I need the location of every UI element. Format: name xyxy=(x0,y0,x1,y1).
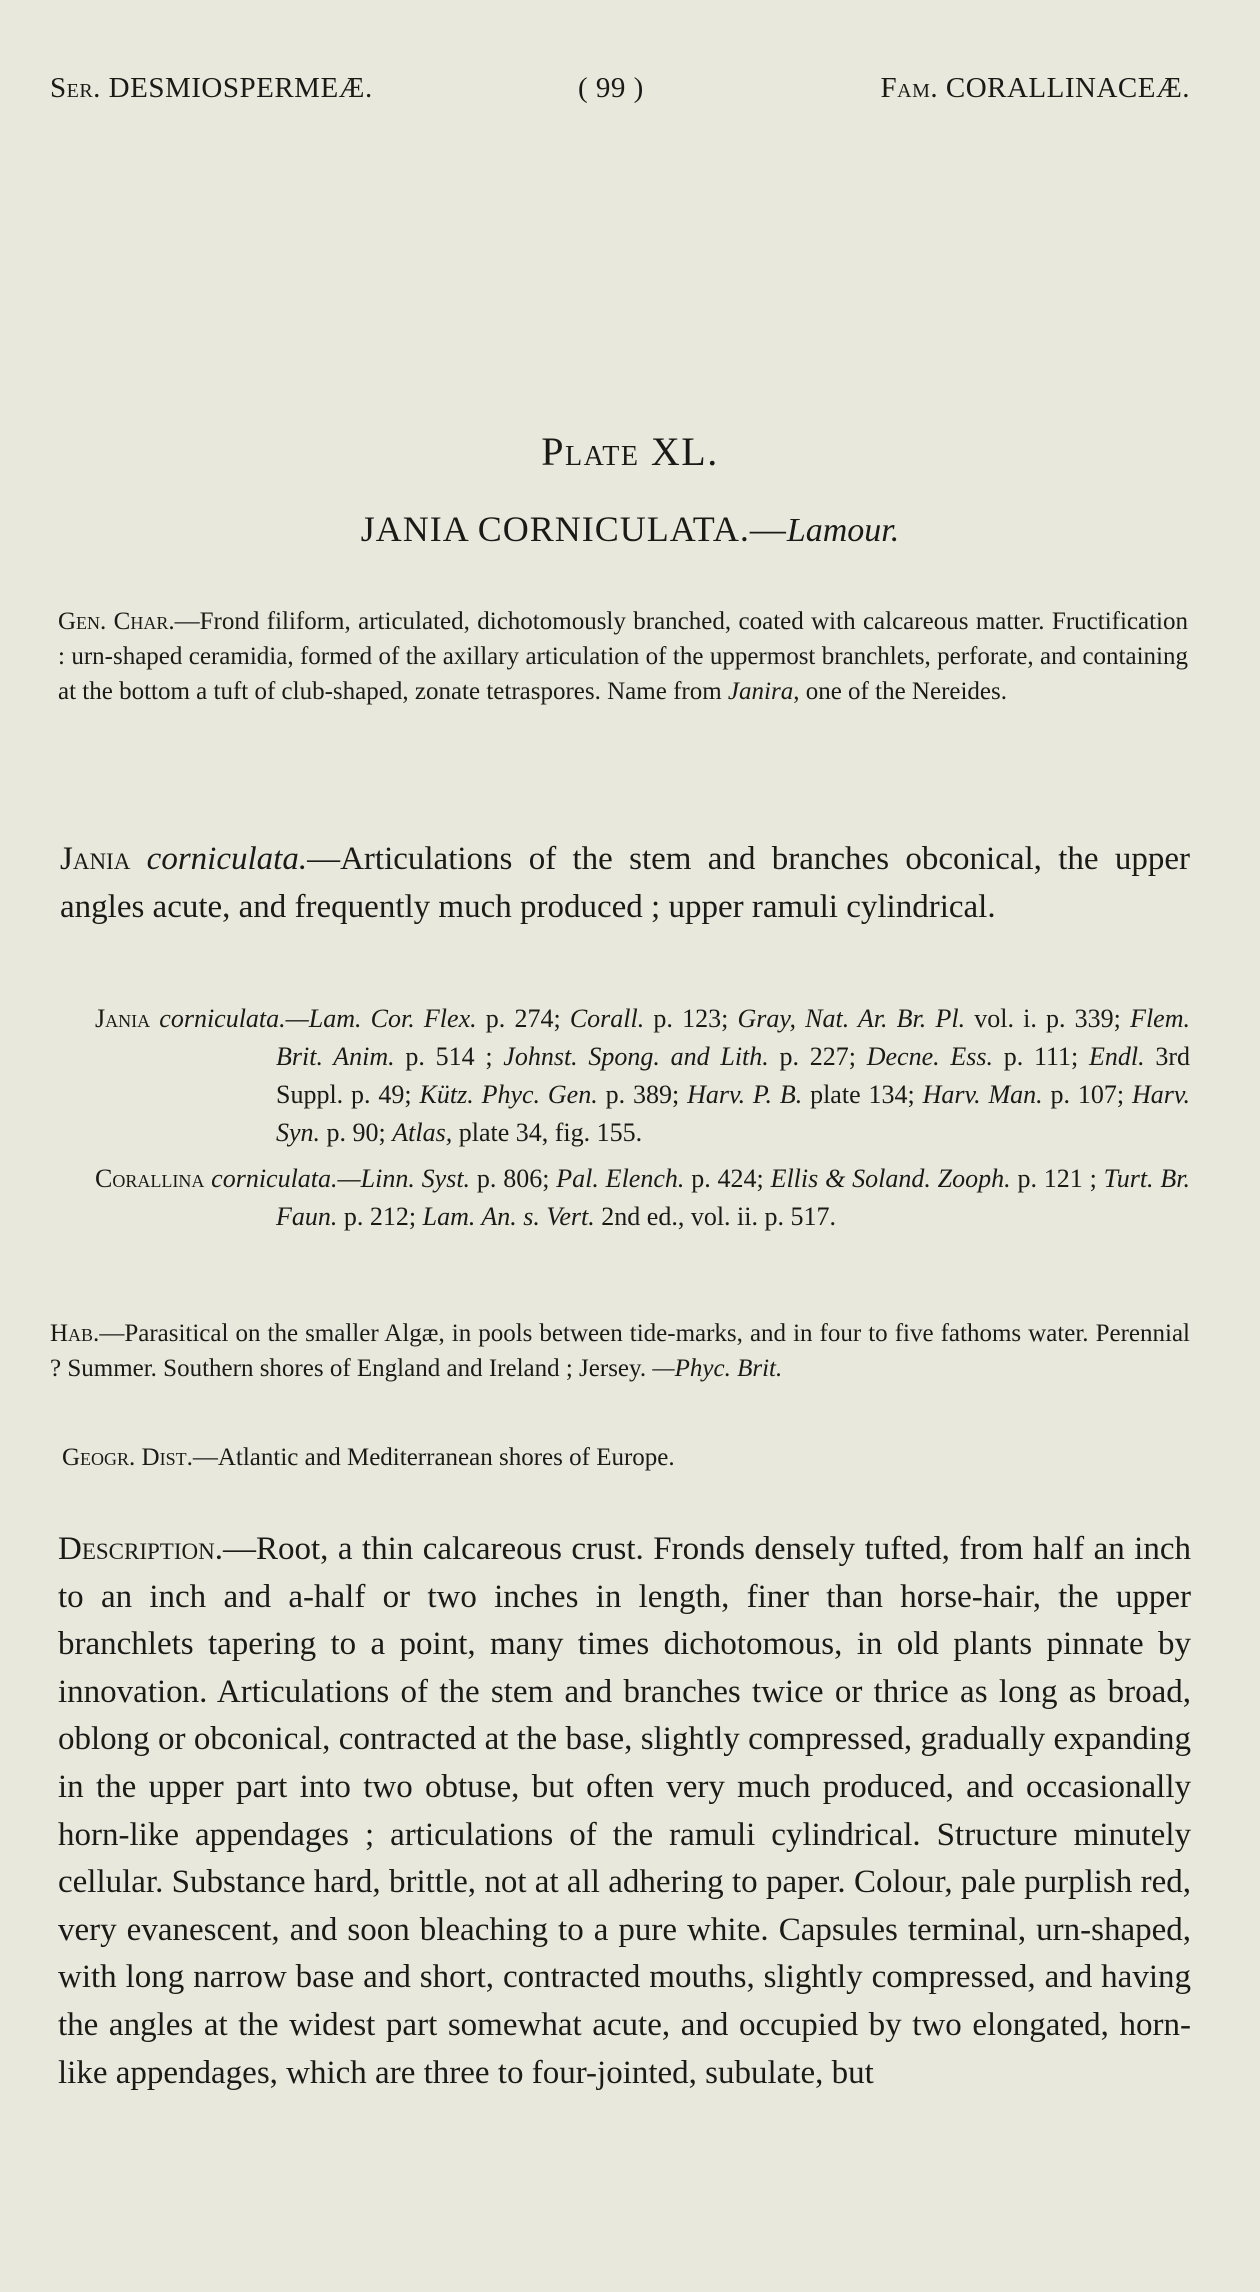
species-title-name: JANIA CORNICULATA.— xyxy=(360,509,787,549)
synonym-entry-corallina xyxy=(95,1160,1190,1236)
synonym-ref: p. 274; xyxy=(476,1004,570,1033)
synonym-ref: p. 514 ; xyxy=(394,1042,504,1071)
synonym-ref: p. 424; xyxy=(684,1164,771,1193)
synonym-ref: Endl. xyxy=(1089,1042,1145,1071)
habitat-source: —Phyc. Brit. xyxy=(652,1355,783,1382)
genus-character-lead: Gen. Char. xyxy=(58,608,175,635)
genus-character-text-end: , one of the Nereides. xyxy=(793,678,1008,705)
synonym-ref: Ellis & Soland. Zooph. xyxy=(770,1164,1011,1193)
synonym-ref: p. 111; xyxy=(992,1042,1089,1071)
synonym-ref: —Lam. Cor. Flex. xyxy=(285,1004,477,1033)
synonym-ref: Kütz. Phyc. Gen. xyxy=(419,1080,598,1109)
species-character xyxy=(60,835,1190,931)
description-lead: Description. xyxy=(58,1531,223,1567)
species-epithet: corniculata. xyxy=(146,841,308,877)
synonym-ref: p. 806; xyxy=(470,1164,557,1193)
description xyxy=(58,1526,1191,2097)
synonym-entry-jania xyxy=(95,1000,1190,1152)
synonym-ref: Corall. xyxy=(569,1004,645,1033)
genus-character xyxy=(58,604,1188,709)
show-through-bleed xyxy=(160,150,1210,385)
synonym-ref: Harv. Man. xyxy=(922,1080,1043,1109)
synonym-ref: Harv. Syn. xyxy=(276,1080,1190,1147)
synonym-genus: Corallina xyxy=(95,1164,205,1193)
synonym-ref: —Linn. Syst. xyxy=(337,1164,471,1193)
habitat-text: —Parasitical on the smaller Algæ, in pools between tide-marks, and in four to five fathoms water. Perennial ? Summer. Southern shores of England and Ireland ; Jersey. xyxy=(50,1320,1190,1382)
synonym-ref: plate 34, fig. 155. xyxy=(452,1118,643,1147)
synonym-ref: Atlas, xyxy=(392,1118,453,1147)
description-text: —Root, a thin calcareous crust. Fronds densely tufted, from half an inch to an inch and a-half or two inches in length, finer than horse-hair, the upper branchlets tapering to a point, many times dichotomous, in old plants pinnate by innovation. Articulations of the stem and branches twice or thrice as long as broad, oblong or obconical, contracted at the base, slightly compressed, gradually expanding in the upper part into two obtuse, but often very much produced, and occasionally horn-like appendages ; articulations of the ramuli cylindrical. Structure minutely cellular. Substance hard, brittle, not at all adhering to paper. Colour, pale purplish red, very evanescent, and soon bleaching to a pure white. Capsules terminal, urn-shaped, with long narrow base and short, contracted mouths, slightly compressed, and having the angles at the widest part somewhat acute, and occupied by two elongated, horn-like appendages, which are three to four-jointed, subulate, but xyxy=(58,1531,1191,2091)
species-character-text: —Articulations of the stem and branches obconical, the upper angles acute, and frequently much produced ; upper ramuli cylindrical. xyxy=(60,841,1190,925)
synonym-epithet: corniculata. xyxy=(211,1164,338,1193)
synonymy xyxy=(95,1000,1190,1244)
genus-name-source: Janira xyxy=(727,678,794,705)
synonym-epithet: corniculata. xyxy=(159,1004,286,1033)
species-genus: Jania xyxy=(60,841,131,877)
genus-character-text: —Frond filiform, articulated, dichotomously branched, coated with calcareous matter. Fructification : urn-shaped ceramidia, formed of the axillary articulation of the uppermost branchlets, perforate, and containing at the bottom a tuft of club-shaped, zonate tetraspores. Name from xyxy=(58,608,1188,705)
synonym-genus: Jania xyxy=(95,1004,151,1033)
synonym-ref: Turt. Br. Faun. xyxy=(276,1164,1190,1231)
geogr-text: —Atlantic and Mediterranean shores of Europe. xyxy=(192,1444,675,1471)
species-title xyxy=(0,508,1260,550)
synonym-ref: 2nd ed., vol. ii. p. 517. xyxy=(594,1202,836,1231)
synonym-ref: plate 134; xyxy=(802,1080,923,1109)
synonym-ref: Decne. Ess. xyxy=(866,1042,993,1071)
geogr-lead: Geogr. Dist. xyxy=(62,1444,193,1471)
synonym-ref: p. 107; xyxy=(1042,1080,1132,1109)
synonym-ref: p. 227; xyxy=(768,1042,867,1071)
synonym-ref: p. 389; xyxy=(597,1080,688,1109)
habitat-lead: Hab. xyxy=(50,1320,100,1347)
synonym-ref: p. 90; xyxy=(320,1118,393,1147)
page-number: ( 99 ) xyxy=(578,72,644,104)
running-header-series: Ser. DESMIOSPERMEÆ. xyxy=(50,72,373,104)
synonym-ref: Harv. P. B. xyxy=(687,1080,803,1109)
synonym-ref: Pal. Elench. xyxy=(556,1164,685,1193)
geographic-distribution xyxy=(62,1440,1190,1475)
plate-title: Plate XL. xyxy=(541,429,719,474)
habitat xyxy=(50,1316,1190,1386)
synonym-ref: p. 121 ; xyxy=(1010,1164,1104,1193)
synonym-ref: Lam. An. s. Vert. xyxy=(422,1202,595,1231)
synonym-ref: Flem. Brit. Anim. xyxy=(276,1004,1190,1071)
synonym-ref: p. 123; xyxy=(644,1004,738,1033)
species-title-author: Lamour. xyxy=(786,512,900,549)
synonym-ref: Johnst. Spong. and Lith. xyxy=(503,1042,769,1071)
synonym-ref: 3rd Suppl. p. 49; xyxy=(276,1042,1191,1109)
synonym-ref: p. 212; xyxy=(337,1202,423,1231)
running-header xyxy=(50,72,1190,122)
synonym-ref: Gray, Nat. Ar. Br. Pl. xyxy=(737,1004,966,1033)
synonym-ref: vol. i. p. 339; xyxy=(965,1004,1131,1033)
running-header-family: Fam. CORALLINACEÆ. xyxy=(880,72,1190,104)
